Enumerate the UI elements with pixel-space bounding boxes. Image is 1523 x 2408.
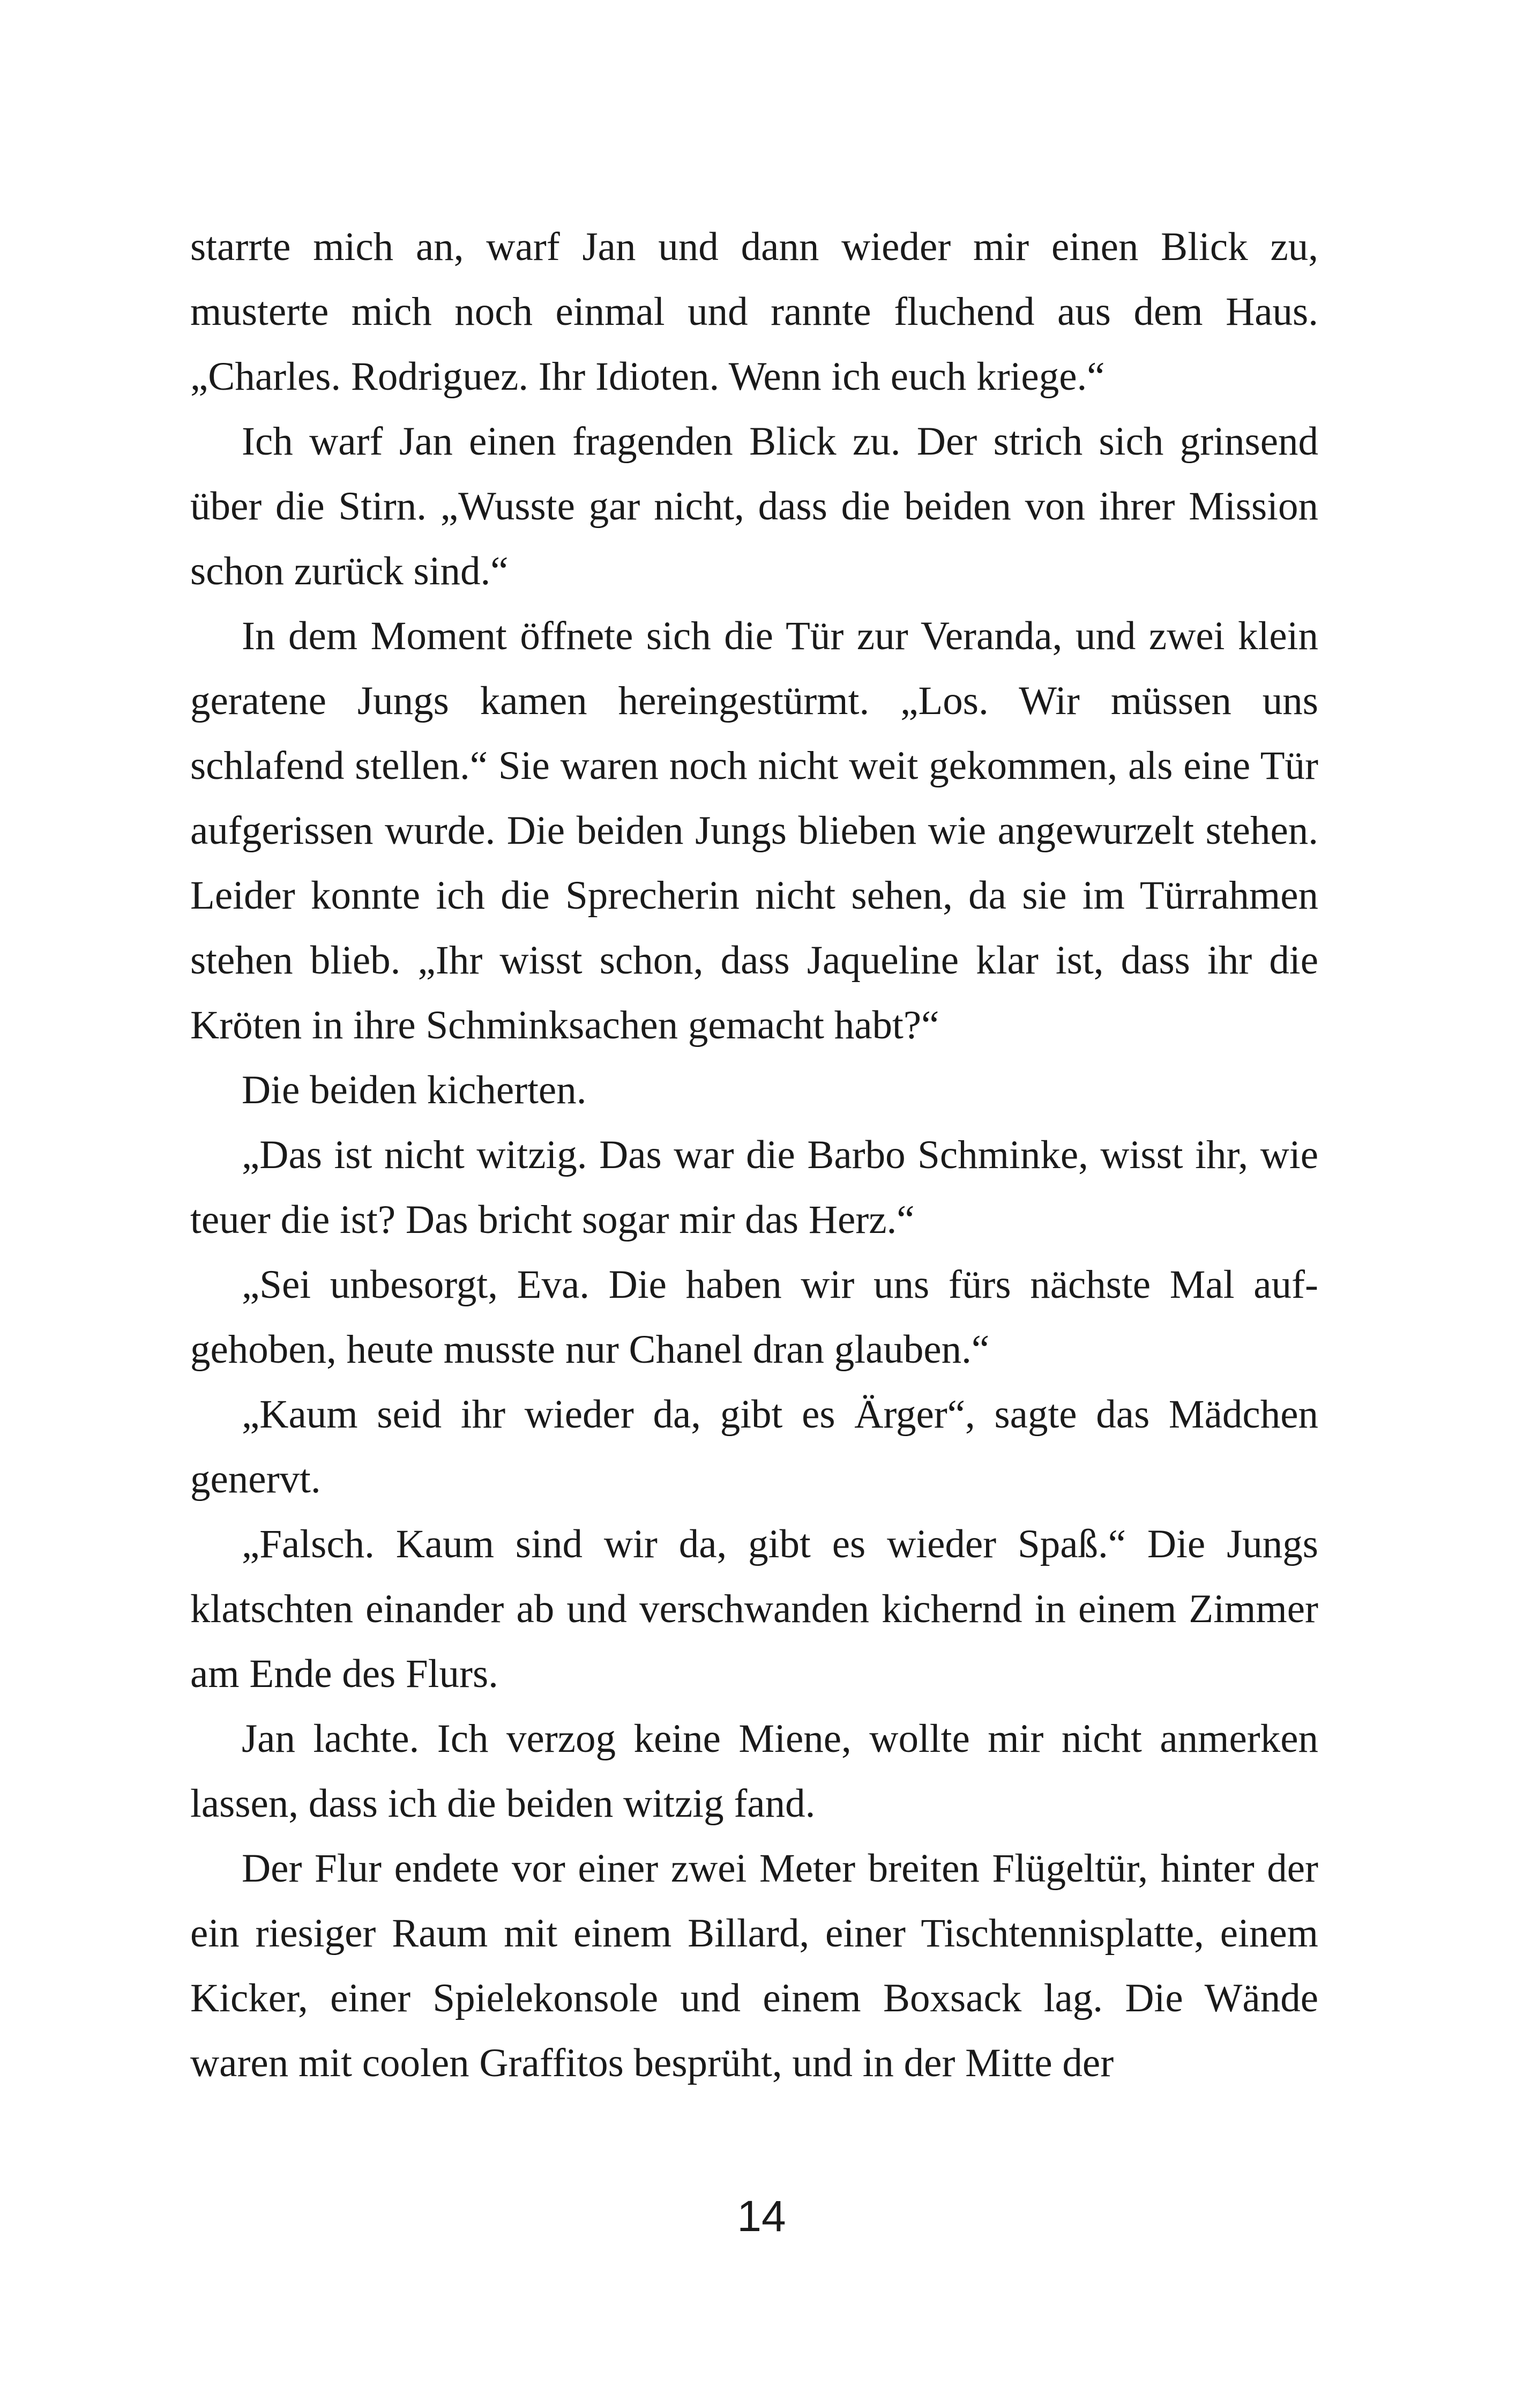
paragraph: Ich warf Jan einen fragenden Blick zu. Der strich sich grinsend über die Stirn. „Wusste gar nicht, dass die beiden von ihrer Mission schon zurück sind.“ — [190, 419, 1318, 593]
paragraph: Die beiden kicherten. — [242, 1068, 587, 1112]
page-number: 14 — [737, 2192, 786, 2241]
paragraph: Jan lachte. Ich verzog keine Miene, wollte mir nicht anmerken lassen, dass ich die beiden witzig fand. — [190, 1716, 1318, 1826]
paragraph: „Sei unbesorgt, Eva. Die haben wir uns fürs nächste Mal aufgehoben, heute musste nur Chanel dran glauben.“ — [190, 1262, 1318, 1372]
paragraph: „Das ist nicht witzig. Das war die Barbo Schminke, wisst ihr, wie teuer die ist? Das bricht sogar mir das Herz.“ — [190, 1133, 1318, 1242]
paragraph: Der Flur endete vor einer zwei Meter breiten Flügeltür, hinter der ein riesiger Raum mit einem Billard, einer Tischtennisplatte, einem Kicker, einer Spielekonsole und einem Boxsack lag. Die Wände waren mit coolen Graffitos besprüht, und in der Mitte der — [190, 1846, 1318, 2085]
body-text — [190, 214, 1318, 2095]
paragraph: „Kaum seid ihr wieder da, gibt es Ärger“, sagte das Mädchen genervt. — [190, 1392, 1318, 1502]
paragraph: „Falsch. Kaum sind wir da, gibt es wieder Spaß.“ Die Jungs klatschten einander ab und verschwanden kichernd in einem Zimmer am Ende des Flurs. — [190, 1522, 1318, 1696]
paragraph: In dem Moment öffnete sich die Tür zur Veranda, und zwei klein geratene Jungs kamen hereingestürmt. „Los. Wir müssen uns schlafend stellen.“ Sie waren noch nicht weit gekommen, als eine Tür aufgerissen wurde. Die beiden Jungs blieben wie angewurzelt stehen. Leider konnte ich die Sprecherin nicht sehen, da sie im Türrahmen stehen blieb. „Ihr wisst schon, dass Jaqueline klar ist, dass ihr die Kröten in ihre Schminksachen gemacht habt?“ — [190, 614, 1318, 1047]
paragraph-continued: starrte mich an, warf Jan und dann wieder mir einen Blick zu, musterte mich noch einmal und rannte fluchend aus dem Haus. „Charles. Rodriguez. Ihr Idioten. Wenn ich euch kriege.“ — [190, 225, 1318, 399]
